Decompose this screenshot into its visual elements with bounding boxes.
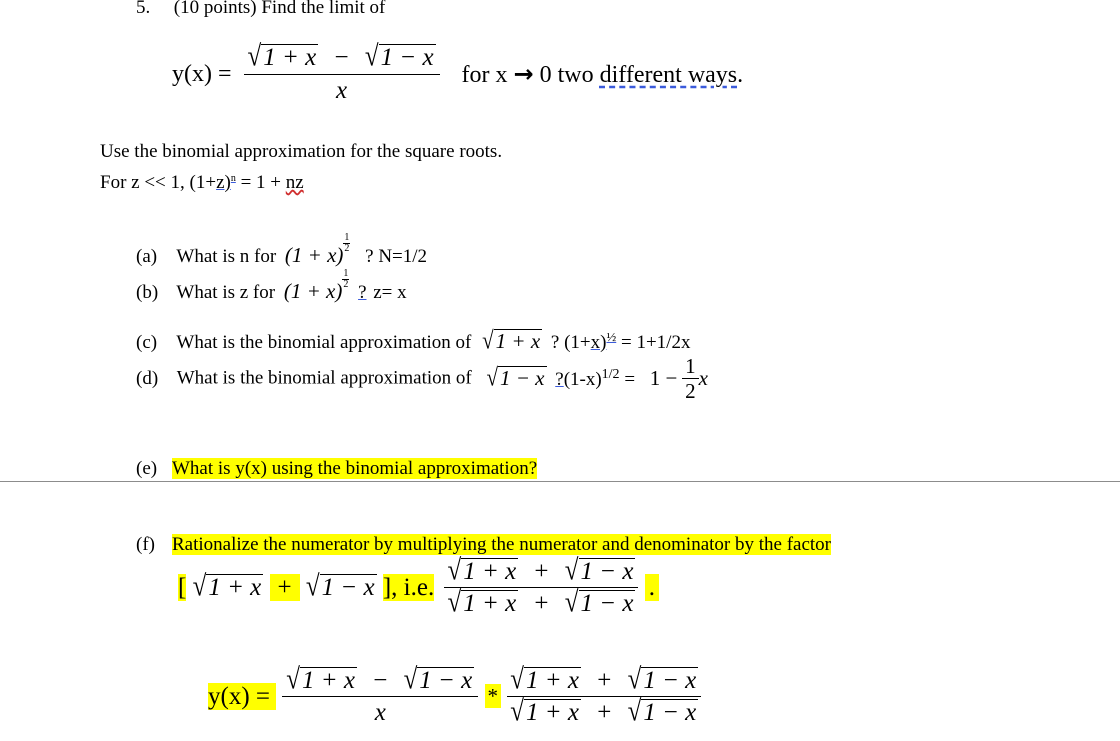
- part-c: (c) What is the binomial approximation of √1 + x ? (1+x)½ = 1+1/2x: [136, 325, 691, 355]
- sqrt-1-plus-x: √1 + x: [247, 40, 317, 73]
- part-c-sqrt: √1 + x: [482, 325, 541, 355]
- arrow-icon: →: [513, 59, 534, 88]
- rationalized-expression: [208, 663, 701, 728]
- y-numerator: [244, 40, 440, 75]
- factor-sqrt-minus: √1 − x: [305, 570, 375, 603]
- y-label-highlight: y(x) =: [208, 683, 276, 710]
- instruction-line-1: Use the binomial approximation for the square roots.: [100, 141, 503, 162]
- part-d: (d) What is the binomial approximation of √1 − x ?(1-x)1/2 = 1 − $\frac{1}{2}$ x: [136, 354, 708, 404]
- part-b-base: (1 + x): [283, 279, 343, 303]
- y-definition: [172, 40, 744, 105]
- part-f-question: Rationalize the numerator by multiplying the numerator and denominator by the factor: [172, 534, 831, 555]
- limit-condition: for x → 0 two different ways.: [461, 59, 744, 88]
- part-b-exponent: $\frac{1}{2}$: [343, 268, 349, 290]
- different-ways-text: different ways: [599, 61, 738, 88]
- instruction-line-2: For z << 1, (1+z)n = 1 + nz: [100, 172, 304, 193]
- minus-sign: −: [334, 44, 349, 71]
- part-a-exponent: $\frac{1}{2}$: [344, 232, 350, 254]
- part-a-base: (1 + x): [284, 243, 344, 267]
- part-e: (e) What is y(x) using the binomial approximation?: [136, 458, 538, 479]
- rational-fraction-1: $\frac{√1 + x - √1 - x}{x}$: [282, 667, 478, 727]
- y-lhs: y(x) =: [172, 60, 232, 87]
- part-d-sqrt: √1 − x: [486, 362, 545, 392]
- y-denominator: x: [335, 77, 348, 105]
- part-f: (f) Rationalize the numerator by multiplying the numerator and denominator by the factor: [136, 534, 831, 555]
- factor-fraction: $\frac{√1 + x + √1 - x}{√1 + x + √1 - x}$: [444, 558, 638, 618]
- sqrt-1-minus-x: √1 − x: [364, 40, 434, 73]
- factor-line: [ √1 + x + √1 − x ], i.e. $\frac{√1 + x + √1 - x}{√1 + x + √1 - x}$ .: [178, 558, 659, 618]
- rational-fraction-2: $\frac{√1 + x + √1 - x}{√1 + x + √1 - x}$: [507, 667, 701, 727]
- horizontal-divider: [0, 481, 1120, 482]
- part-a: (a) What is n for (1 + x) $\frac{1}{2}$ ? N=1/2: [136, 232, 428, 267]
- problem-header: [136, 0, 385, 19]
- factor-sqrt-plus: √1 + x: [192, 570, 262, 603]
- problem-number: 5.: [136, 0, 151, 18]
- part-b: (b) What is z for (1 + x) $\frac{1}{2}$ ? z= x: [136, 268, 407, 303]
- part-d-half: $\frac{1}{2}$: [682, 355, 699, 402]
- problem-title: (10 points) Find the limit of: [173, 0, 386, 18]
- y-fraction: [244, 40, 440, 105]
- part-e-question: What is y(x) using the binomial approximation?: [172, 458, 538, 479]
- times-sign: *: [485, 684, 502, 708]
